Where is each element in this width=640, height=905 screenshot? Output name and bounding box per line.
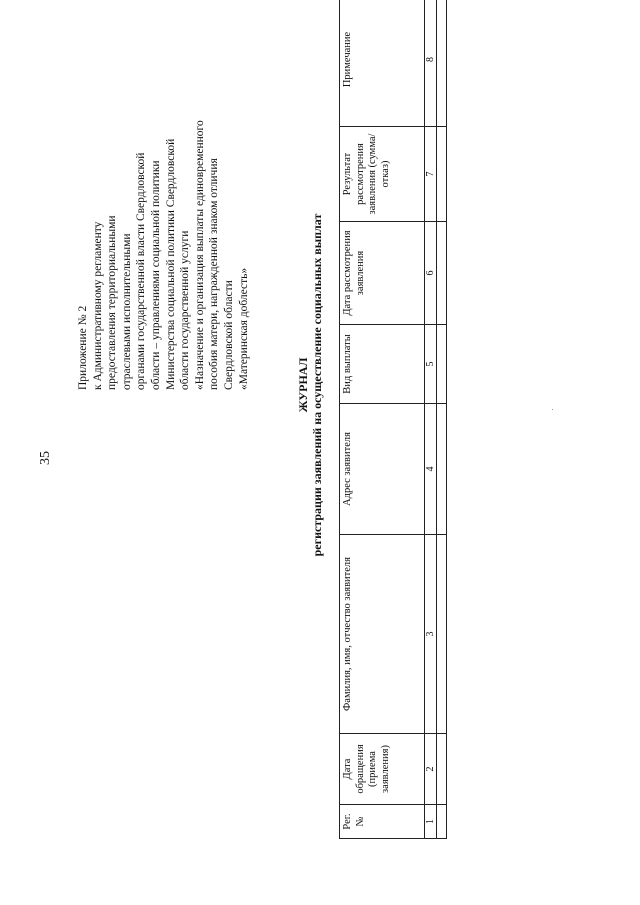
appendix-line: Министерства социальной политики Свердловской [164,138,177,390]
header-cell: Дата обращения (приема заявления) [340,734,425,805]
journal-table [339,0,447,839]
column-number: 2 [425,734,437,805]
appendix-line: «Материнская доблесть» [237,267,250,390]
table-cell [437,404,447,535]
column-number: 1 [425,805,437,839]
journal-title-block [296,75,324,695]
appendix-line: предоставления территориальными [106,215,119,390]
appendix-line: органами государственной власти Свердловской [135,152,148,390]
table-cell [437,535,447,734]
header-cell: Дата рассмотрения заявления [340,222,425,325]
appendix-line: к Административному регламенту [91,221,104,390]
header-cell: Фамилия, имя, отчество заявителя [340,535,425,734]
table-row [437,0,447,839]
appendix-line: Свердловской области [222,280,235,390]
column-number: 5 [425,325,437,404]
table-number-row [425,0,437,839]
header-cell: Примечание [340,0,425,127]
appendix-line: Приложение № 2 [77,305,89,390]
page-number: 35 [38,451,53,465]
appendix-line: «Назначение и организация выплаты единовременного [193,120,206,390]
header-cell: Рег. № [340,805,425,839]
column-number: 4 [425,404,437,535]
table-header-row [340,0,425,839]
appendix-block [76,90,251,390]
appendix-line: области государственной услуги [179,230,192,390]
column-number: 8 [425,0,437,127]
table-cell [437,127,447,222]
header-cell: Результат рассмотрения заявления (сумма/отказ) [340,127,425,222]
table-cell [437,805,447,839]
column-number: 7 [425,127,437,222]
appendix-line: отраслевыми исполнительными [120,233,133,390]
column-number: 3 [425,535,437,734]
table-cell [437,325,447,404]
appendix-line: пособия матери, награжденной знаком отличия [208,158,221,390]
header-cell: Вид выплаты [340,325,425,404]
appendix-line: области – управлениями социальной политики [149,160,162,390]
column-number: 6 [425,222,437,325]
header-cell: Адрес заявителя [340,404,425,535]
journal-title: ЖУРНАЛ [296,357,310,413]
journal-subtitle: регистрации заявлений на осуществление социальных выплат [310,213,324,557]
scan-speck [552,409,553,410]
table-cell [437,734,447,805]
table-cell [437,0,447,127]
table-cell [437,222,447,325]
